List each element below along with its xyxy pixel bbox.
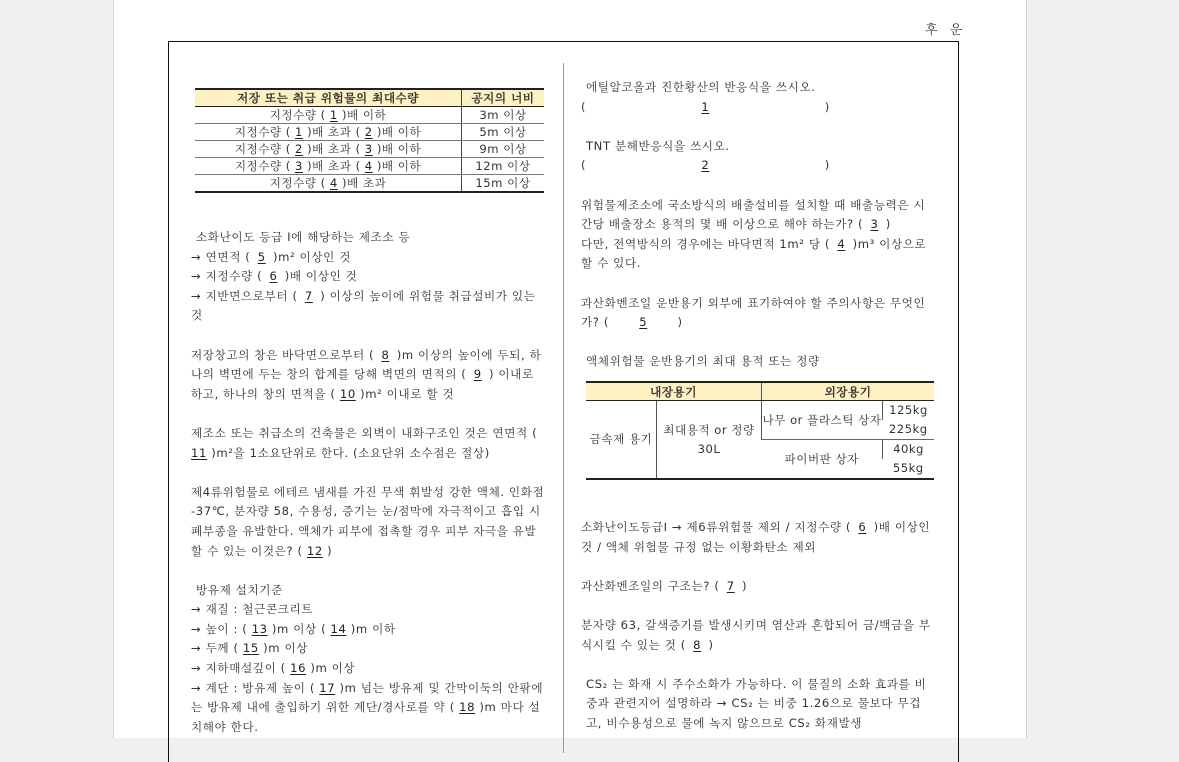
outer-value-cell: 40kg <box>883 440 935 460</box>
answer-blank: 1 <box>295 125 303 139</box>
table-row <box>195 107 544 124</box>
width-cell: 12m 이상 <box>462 158 545 175</box>
cell-text: )배 초과 ( <box>302 159 365 173</box>
answer-blank: 10 <box>339 386 356 401</box>
question-text: 과산화벤조일의 구조는? ( <box>581 578 724 593</box>
question-text: ) <box>737 578 748 593</box>
container-capacity-table <box>586 381 934 480</box>
answer-blank: 13 <box>251 621 268 636</box>
answer-blank: 3 <box>295 159 303 173</box>
answer-blank: 1 <box>701 99 710 114</box>
text-line <box>191 346 547 405</box>
question-text: 제4류위험물로 에테르 냄새를 가진 무색 휘발성 강한 액체. 인화점 -37℃, 분자량 58, 수용성, 증기는 눈/점막에 자극적이고 흡입 시 폐부종을 유발한다. 액체가 피부에 접촉할 경우 피부 자극을 유발할 수 있는 이것은? ( <box>191 484 545 558</box>
text-line <box>581 196 937 235</box>
question-text: ) 이상의 높이에 위험물 취급설비가 있는 것 <box>191 288 536 323</box>
table-row <box>195 175 544 193</box>
question-text: → 지하매설깊이 ( <box>191 661 291 676</box>
question-text: 소화난이도등급Ⅰ → 제6류위험물 제외 / 지정수량 ( <box>581 520 856 534</box>
cell-text: )배 이하 <box>372 142 422 156</box>
cell-text: )배 초과 <box>337 176 387 190</box>
width-cell: 9m 이상 <box>462 141 545 158</box>
question-text: 액체위험물 운반용기의 최대 용적 또는 정량 <box>586 354 820 369</box>
question-text: → 지반면으로부터 ( <box>191 288 302 303</box>
question-text: → 재질 : 철근콘크리트 <box>191 602 314 617</box>
text-line <box>581 78 937 98</box>
text-line <box>581 577 937 597</box>
width-cell: 15m 이상 <box>462 175 545 193</box>
question-text: )m 이상 <box>258 641 309 656</box>
answer-blank: 4 <box>364 159 373 173</box>
answer-blank: 2 <box>364 125 373 139</box>
question-text: → 지정수량 ( <box>191 269 267 284</box>
cell-text: )배 이하 <box>372 159 422 173</box>
answer-blank: 12 <box>306 543 323 558</box>
table-row <box>195 141 544 158</box>
question-text: )m²을 1소요단위로 한다. (소요단위 소수점은 절상) <box>206 445 490 460</box>
inner-type-cell: 금속제 용기 <box>586 401 657 480</box>
answer-blank: 2 <box>295 142 303 156</box>
table-header: 외장용기 <box>762 382 935 401</box>
inner-capacity-cell: 최대용적 or 정량 30L <box>657 401 762 480</box>
answer-blank: 1 <box>329 108 338 122</box>
answer-blank: 16 <box>290 661 307 676</box>
table-header: 내장용기 <box>586 382 762 401</box>
quantity-cell <box>195 141 462 158</box>
question-text: CS₂ 는 화재 시 주수소화가 가능하다. 이 물질의 소화 효과를 비중과 관련지어 설명하라 → CS₂ 는 비중 1.26으로 물보다 무겁고, 비수용성으로 물에 녹지 않으므로 CS₂ 화재발생 <box>586 676 927 730</box>
question-text: )m 이상 ( <box>267 621 331 636</box>
answer-blank: 3 <box>364 142 373 156</box>
question-text: 다만, 전역방식의 경우에는 바닥면적 1m² 당 ( <box>581 236 835 251</box>
question-text: )m 이상의 높이에 두되, 하나의 벽면에 두는 창의 합계를 당해 벽면의 면적의 ( <box>191 347 542 382</box>
answer-blank: 15 <box>242 641 259 656</box>
question-text: 저장창고의 창은 바닥면으로부터 ( <box>191 347 379 362</box>
question-text: ) <box>704 637 714 652</box>
cell-text: )배 이하 <box>337 108 387 122</box>
text-line <box>191 483 547 561</box>
question-text: )m 넘는 방유제 및 간막이둑의 안팎에는 방유제 내에 출입하기 위한 계단/경사로를 약 ( <box>191 680 544 715</box>
question-block <box>581 577 937 597</box>
question-text: ) <box>820 158 830 173</box>
question-text: 위험물제조소에 국소방식의 배출설비를 설치할 때 배출능력은 시간당 배출장소 용적의 몇 배 이상으로 해야 하는가? ( <box>581 197 926 232</box>
question-block <box>191 483 547 561</box>
question-text: ) <box>820 99 830 114</box>
text-line <box>191 659 547 679</box>
text-line <box>191 600 547 620</box>
text-line <box>581 352 937 372</box>
question-block <box>581 294 937 333</box>
question-text: → 연면적 ( <box>191 249 255 264</box>
cell-text: )배 초과 ( <box>302 125 365 139</box>
quantity-cell <box>195 158 462 175</box>
column-divider <box>563 63 564 753</box>
outer-value-cell: 225kg <box>883 420 935 440</box>
text-line <box>581 156 937 176</box>
text-line <box>191 639 547 659</box>
question-block <box>581 518 937 557</box>
question-text: )m² 이내로 할 것 <box>355 386 455 401</box>
question-text: 소화난이도 등급 Ⅰ에 해당하는 제조소 등 <box>196 230 411 244</box>
question-text: TNT 분해반응식을 쓰시오. <box>586 138 730 153</box>
right-column-top <box>581 78 937 372</box>
question-text: → 계단 : 방유제 높이 ( <box>191 680 320 695</box>
question-text: )배 이상인 것 / 액체 위험물 규정 없는 이황화탄소 제외 <box>581 520 931 554</box>
quantity-cell <box>195 124 462 141</box>
cell-text: 지정수량 ( <box>234 125 296 139</box>
outer-value-cell: 55kg <box>883 459 935 479</box>
question-block <box>581 196 937 274</box>
width-cell: 5m 이상 <box>462 124 545 141</box>
answer-blank: 7 <box>726 578 735 593</box>
question-text: ) <box>673 315 683 330</box>
question-text: )m 이하 <box>346 621 396 636</box>
question-text: → 두께 ( <box>191 641 243 656</box>
answer-blank: 6 <box>269 269 278 284</box>
text-line <box>191 620 547 640</box>
table-header: 공지의 너비 <box>462 89 545 107</box>
answer-blank: 3 <box>870 217 879 232</box>
answer-blank: 2 <box>701 158 710 173</box>
question-block <box>581 352 937 372</box>
text-line <box>191 267 547 287</box>
question-text: 에틸알코올과 진한황산의 반응식을 쓰시오. <box>586 80 816 94</box>
text-line <box>191 679 547 738</box>
answer-blank: 8 <box>381 347 390 362</box>
answer-blank: 14 <box>330 621 347 636</box>
cell-text: 지정수량 ( <box>269 108 330 122</box>
question-text: )m 이상 <box>306 661 356 676</box>
text-line <box>191 228 547 248</box>
answer-blank: 4 <box>329 176 338 190</box>
question-text: 제조소 또는 취급소의 건축물은 외벽이 내화구조인 것은 연면적 ( <box>191 425 538 440</box>
question-text: )m³ 이상으로 할 수 있다. <box>581 236 927 271</box>
question-block <box>191 424 547 463</box>
outer-name-cell: 파이버판 상자 <box>762 440 883 480</box>
answer-blank: 9 <box>473 367 482 382</box>
question-text: ) <box>322 543 333 558</box>
answer-blank: 5 <box>257 249 266 264</box>
outer-name-cell: 나무 or 플라스틱 상자 <box>762 401 883 440</box>
right-column-bottom <box>581 518 937 734</box>
answer-blank: 6 <box>858 520 867 534</box>
cell-text: )배 이하 <box>372 125 422 139</box>
question-block <box>581 675 937 734</box>
question-text: ) 이내로 하고, 하나의 창의 면적을 ( <box>191 367 534 401</box>
table-row <box>195 124 544 141</box>
answer-blank: 18 <box>459 700 476 715</box>
text-line <box>191 248 547 268</box>
question-text: 과산화벤조일 운반용기 외부에 표기하여야 할 주의사항은 무엇인가? ( <box>581 295 926 330</box>
text-line <box>191 581 547 601</box>
outer-value-cell: 125kg <box>883 401 935 421</box>
cell-text: )배 초과 ( <box>302 142 365 156</box>
text-line <box>191 424 547 463</box>
question-block <box>191 346 547 405</box>
answer-blank: 11 <box>191 445 207 460</box>
cell-text: 지정수량 ( <box>269 176 330 190</box>
question-text: ) <box>881 217 891 232</box>
quantity-cell <box>195 107 462 124</box>
left-column <box>191 228 547 737</box>
question-text: → 높이 : ( <box>191 621 252 636</box>
answer-blank: 8 <box>693 637 702 652</box>
question-block <box>581 137 937 176</box>
text-line <box>581 98 937 118</box>
width-cell: 3m 이상 <box>462 107 545 124</box>
header-author: 후 운 <box>925 23 967 38</box>
answer-blank: 17 <box>319 680 336 695</box>
table-row <box>195 158 544 175</box>
question-text: ( <box>581 158 591 173</box>
answer-blank: 7 <box>304 288 313 303</box>
answer-blank: 4 <box>837 236 846 251</box>
question-text: )m² 이상인 것 <box>268 249 352 264</box>
question-block <box>581 616 937 655</box>
question-text: 분자량 63, 갈색증기를 발생시키며 염산과 혼합되어 금/백금을 부식시킬 수 있는 것 ( <box>581 617 931 652</box>
quantity-cell <box>195 175 462 193</box>
question-text: ( <box>581 99 591 114</box>
text-line <box>191 287 547 326</box>
answer-blank: 5 <box>639 315 648 330</box>
cell-text: 지정수량 ( <box>234 142 296 156</box>
question-block <box>191 581 547 738</box>
question-block <box>581 78 937 117</box>
text-line <box>581 675 937 734</box>
text-line <box>581 616 937 655</box>
table-header: 저장 또는 취급 위험물의 최대수량 <box>195 89 462 107</box>
question-text: )배 이상인 것 <box>280 269 358 284</box>
question-block <box>191 228 547 326</box>
question-text: 방유제 설치기준 <box>196 582 283 597</box>
text-line <box>581 518 937 557</box>
question-text: )m 마다 설치해야 한다. <box>191 700 541 734</box>
text-line <box>581 137 937 157</box>
text-line <box>581 294 937 333</box>
cell-text: 지정수량 ( <box>234 159 296 173</box>
text-line <box>581 235 937 274</box>
clearance-table <box>195 88 544 193</box>
